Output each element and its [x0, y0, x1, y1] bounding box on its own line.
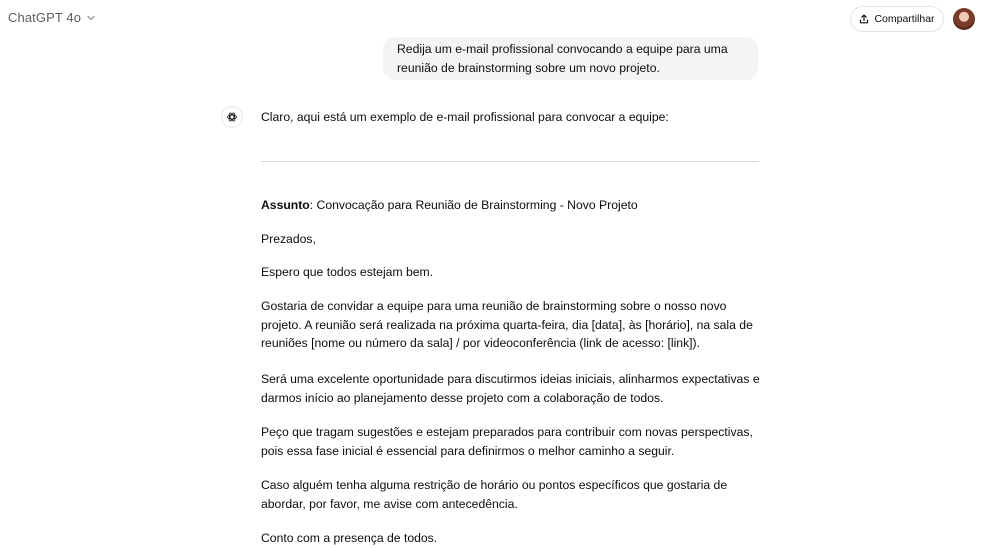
share-label: Compartilhar	[874, 13, 935, 25]
chatgpt-logo-icon	[221, 106, 243, 128]
user-message-bubble	[383, 37, 758, 80]
model-selector[interactable]	[8, 10, 96, 25]
share-icon	[859, 14, 869, 24]
subject-text: : Convocação para Reunião de Brainstorming - Novo Projeto	[309, 198, 638, 212]
email-paragraph: Peço que tragam sugestões e estejam preparados para contribuir com novas perspectivas, pois essa fase inicial é essencial para definirmos o melhor caminho a seguir.	[261, 425, 753, 458]
assistant-intro: Claro, aqui está um exemplo de e-mail profissional para convocar a equipe:	[261, 110, 669, 124]
chevron-down-icon	[86, 13, 96, 23]
model-name: ChatGPT 4o	[8, 10, 82, 25]
email-paragraph: Prezados,	[261, 232, 316, 246]
share-button[interactable]	[850, 6, 944, 32]
email-paragraph: Gostaria de convidar a equipe para uma reunião de brainstorming sobre o nosso novo projeto. A reunião será realizada na próxima quarta-feira, dia [data], às [horário], na sala de reuniões [nome ou número da sala] / por videoconferência (link de acesso: [link]).	[261, 299, 753, 351]
email-paragraph: Espero que todos estejam bem.	[261, 265, 434, 279]
user-avatar[interactable]	[953, 8, 975, 30]
top-bar	[0, 0, 984, 40]
divider	[261, 161, 759, 162]
subject-label: Assunto	[261, 198, 310, 212]
user-message-text: Redija um e-mail profissional convocando a equipe para uma reunião de brainstorming sobre um novo projeto.	[397, 42, 728, 75]
email-paragraph: Caso alguém tenha alguma restrição de horário ou pontos específicos que gostaria de abordar, por favor, me avise com antecedência.	[261, 478, 728, 511]
email-paragraph: Conto com a presença de todos.	[261, 531, 438, 545]
email-subject	[261, 196, 761, 215]
email-paragraph: Será uma excelente oportunidade para discutirmos ideias iniciais, alinharmos expectativas e darmos início ao planejamento desse projeto com a colaboração de todos.	[261, 372, 760, 405]
